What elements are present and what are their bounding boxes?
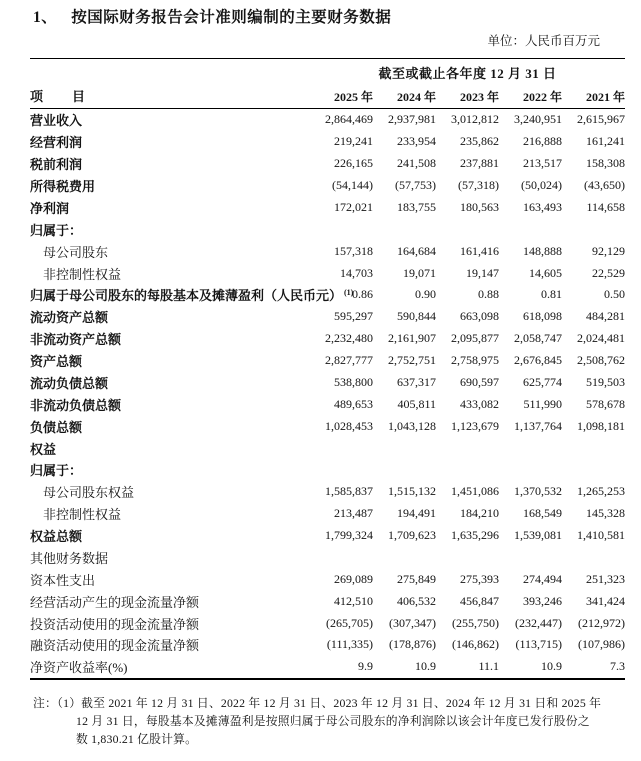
value-cell: 1,123,679 [451,418,499,433]
value-cell [499,459,562,481]
value-cell: 251,323 [586,571,626,586]
table-row [30,109,625,131]
table-row [30,350,625,372]
value-cell: 164,684 [397,243,436,258]
row-label: 经营利润 [30,135,83,151]
value-cell: 2,758,975 [451,353,499,368]
footnote-line-3: 数 1,830.21 亿股计算。 [76,731,198,746]
row-label: 非控制性权益 [43,507,122,523]
value-cell [310,218,373,240]
value-cell: 1,370,532 [514,484,562,499]
value-cell: 9.9 [358,659,373,674]
row-label: 归属于母公司股东的每股基本及摊薄盈利（人民币元） $^{(1)}$ [30,288,354,304]
value-cell: 405,811 [397,396,436,411]
value-cell: 578,678 [586,396,626,411]
value-cell: 1,451,086 [451,484,499,499]
value-cell: 172,021 [334,199,373,214]
value-cell: 158,308 [586,156,626,171]
value-cell: (265,705) [326,615,373,630]
value-cell [436,547,499,569]
value-cell: 412,510 [334,593,373,608]
value-cell [373,547,436,569]
group-header-spacer [30,59,310,87]
value-cell: 0.88 [478,287,499,302]
value-cell: (146,862) [452,637,499,652]
value-cell: 0.81 [541,287,562,302]
value-cell [436,218,499,240]
table-row [30,459,625,481]
value-cell: 213,517 [523,156,562,171]
value-cell: 1,098,181 [577,418,626,433]
row-label: 资本性支出 [30,572,96,588]
value-cell: 19,071 [403,265,436,280]
table-header [30,59,625,109]
row-label: 营业收入 [30,113,83,129]
value-cell: 11.1 [478,659,499,674]
value-cell: 2,095,877 [451,331,499,346]
row-label: 流动资产总额 [30,310,109,326]
row-label: 负债总额 [30,419,83,435]
table-row [30,262,625,284]
value-cell: 275,393 [460,571,499,586]
value-cell [562,437,625,459]
value-cell: 7.3 [610,659,626,674]
value-cell: (232,447) [515,615,562,630]
value-cell: 10.9 [541,659,562,674]
group-header-row [30,59,625,87]
row-label: 非流动资产总额 [30,332,122,348]
row-label: 非控制性权益 [43,266,122,282]
value-cell: 14,605 [529,265,562,280]
value-cell: 1,585,837 [325,484,373,499]
table-row [30,393,625,415]
value-cell: 1,043,128 [388,418,436,433]
table-body [30,109,625,679]
value-cell: 148,888 [523,243,562,258]
value-cell [499,218,562,240]
value-cell: 2,615,967 [577,112,626,127]
table-row [30,547,625,569]
table-row [30,525,625,547]
row-label: 非流动负债总额 [30,397,122,413]
footnote-line-2: 12 月 31 日，每股基本及摊薄盈利是按照归属于母公司股东的净利润除以该会计年度已发行股份之 [76,713,590,728]
value-cell: 235,862 [460,134,499,149]
value-cell: 1,028,453 [325,418,373,433]
value-cell: 168,549 [523,506,562,521]
value-cell: 22,529 [592,265,626,280]
value-cell: 14,703 [340,265,373,280]
value-cell: 233,954 [397,134,436,149]
value-cell: 2,827,777 [325,353,373,368]
value-cell: (178,876) [389,637,436,652]
value-cell: 3,012,812 [451,112,499,127]
table-row [30,481,625,503]
value-cell [373,437,436,459]
value-cell: 2,864,469 [325,112,373,127]
value-cell [562,459,625,481]
value-cell: 157,318 [334,243,373,258]
table-row [30,240,625,262]
financial-table [30,58,625,680]
value-cell: 538,800 [334,374,373,389]
value-cell: (113,715) [515,637,562,652]
value-cell [436,459,499,481]
value-cell [310,547,373,569]
value-cell: 161,241 [586,134,626,149]
value-cell: 241,508 [397,156,436,171]
table-row [30,437,625,459]
value-cell: 2,676,845 [514,353,562,368]
value-cell: 511,990 [523,396,562,411]
value-cell: 1,539,081 [514,528,562,543]
value-cell: 237,881 [460,156,499,171]
table-row [30,284,625,306]
row-label: 税前利润 [30,157,83,173]
year-header-row [30,86,625,109]
value-cell: 489,653 [334,396,373,411]
value-cell: 595,297 [334,309,373,324]
table-row [30,328,625,350]
footnote-ref: (1) [344,288,354,298]
row-label: 所得税费用 [30,179,96,195]
value-cell: 19,147 [466,265,499,280]
table-row [30,153,625,175]
value-cell: 2,752,751 [388,353,436,368]
value-cell: 0.50 [604,287,626,302]
value-cell: 663,098 [460,309,499,324]
value-cell: 393,246 [523,593,562,608]
value-cell: 219,241 [334,134,373,149]
value-cell: 183,755 [397,199,436,214]
value-cell: 625,774 [523,374,562,389]
footnote-line-1: 注：（1）截至 2021 年 12 月 31 日、2022 年 12 月 31 日、2023 年 12 月 31 日、2024 年 12 月 31 日和 2025 年 [33,695,602,710]
value-cell: 618,098 [523,309,562,324]
value-cell [310,459,373,481]
row-label: 资产总额 [30,354,83,370]
value-cell [562,547,625,569]
value-cell: 275,849 [397,571,436,586]
value-cell: (212,972) [578,615,626,630]
value-cell: 2,024,481 [577,331,626,346]
value-cell [499,547,562,569]
value-cell: (57,753) [395,178,436,193]
value-cell: (43,650) [584,178,626,193]
value-cell: (50,024) [521,178,562,193]
value-cell: (255,750) [452,615,499,630]
row-label: 投资活动使用的现金流量净额 [30,616,200,632]
section-number: 1、 [33,9,58,26]
value-cell [562,218,625,240]
value-cell: 10.9 [415,659,436,674]
value-cell [310,437,373,459]
row-label: 母公司股东 [43,244,109,260]
value-cell [499,437,562,459]
table-row [30,415,625,437]
row-label: 流动负债总额 [30,375,109,391]
value-cell [373,218,436,240]
value-cell: 433,082 [460,396,499,411]
table-row [30,372,625,394]
value-cell: 406,532 [397,593,436,608]
table-row [30,568,625,590]
value-cell: 2,161,907 [388,331,436,346]
table-row [30,590,625,612]
value-cell: 484,281 [586,309,626,324]
value-cell: 456,847 [460,593,499,608]
table-row [30,503,625,525]
table-row [30,306,625,328]
value-cell: (307,347) [389,615,436,630]
year-column-header-2024: 2024 年 [373,86,436,109]
value-cell: 184,210 [460,506,499,521]
value-cell: 0.90 [415,287,436,302]
value-cell: 0.86 [352,287,373,302]
value-cell: (54,144) [332,178,373,193]
value-cell: 590,844 [397,309,436,324]
item-column-header: 项 目 [30,86,310,109]
page-title [33,8,641,27]
value-cell: 163,493 [523,199,562,214]
value-cell: 1,799,324 [325,528,373,543]
group-header-cell: 截至或截止各年度 12 月 31 日 [378,66,557,81]
value-cell: 637,317 [397,374,436,389]
value-cell: 2,232,480 [325,331,373,346]
year-column-header-2021: 2021 年 [562,86,625,109]
row-label: 母公司股东权益 [43,485,135,501]
footnote [33,694,641,748]
value-cell: 2,937,981 [388,112,436,127]
value-cell: 194,491 [397,506,436,521]
section-title-text: 按国际财务报告会计准则编制的主要财务数据 [71,9,392,26]
value-cell: 519,503 [586,374,626,389]
value-cell: 226,165 [334,156,373,171]
value-cell: (57,318) [458,178,499,193]
value-cell: 92,129 [592,243,626,258]
row-label: 净利润 [30,200,70,216]
table-row [30,175,625,197]
value-cell: 1,635,296 [451,528,499,543]
value-cell: 2,058,747 [514,331,562,346]
value-cell: 145,328 [586,506,626,521]
value-cell: 2,508,762 [577,353,626,368]
row-label: 净资产收益率(%) [30,660,128,676]
year-column-header-2022: 2022 年 [499,86,562,109]
value-cell [373,459,436,481]
value-cell: 213,487 [334,506,373,521]
year-column-header-2025: 2025 年 [310,86,373,109]
table-row [30,197,625,219]
row-label: 归属于： [30,463,83,479]
table-row [30,131,625,153]
value-cell: 161,416 [460,243,499,258]
year-column-header-2023: 2023 年 [436,86,499,109]
value-cell: 114,658 [586,199,626,214]
value-cell: 3,240,951 [514,112,562,127]
value-cell: 690,597 [460,374,499,389]
value-cell: 269,089 [334,571,373,586]
table-row [30,656,625,679]
unit-label: 单位：人民币百万元 [487,34,600,48]
row-label: 归属于： [30,222,83,238]
table-row [30,612,625,634]
row-label: 其他财务数据 [30,550,109,566]
value-cell: 1,515,132 [388,484,436,499]
value-cell: 180,563 [460,199,499,214]
value-cell: 341,424 [586,593,626,608]
value-cell: 216,888 [523,134,562,149]
value-cell: 274,494 [523,571,562,586]
row-label: 融资活动使用的现金流量净额 [30,638,200,654]
value-cell: (107,986) [578,637,626,652]
value-cell: 1,137,764 [514,418,562,433]
row-label: 权益 [30,441,57,457]
value-cell: 1,410,581 [577,528,626,543]
row-label: 权益总额 [30,529,83,545]
value-cell [436,437,499,459]
table-row [30,218,625,240]
value-cell: 1,709,623 [388,528,436,543]
value-cell: (111,335) [326,637,373,652]
table-row [30,634,625,656]
row-label: 经营活动产生的现金流量净额 [30,594,200,610]
value-cell: 1,265,253 [577,484,626,499]
